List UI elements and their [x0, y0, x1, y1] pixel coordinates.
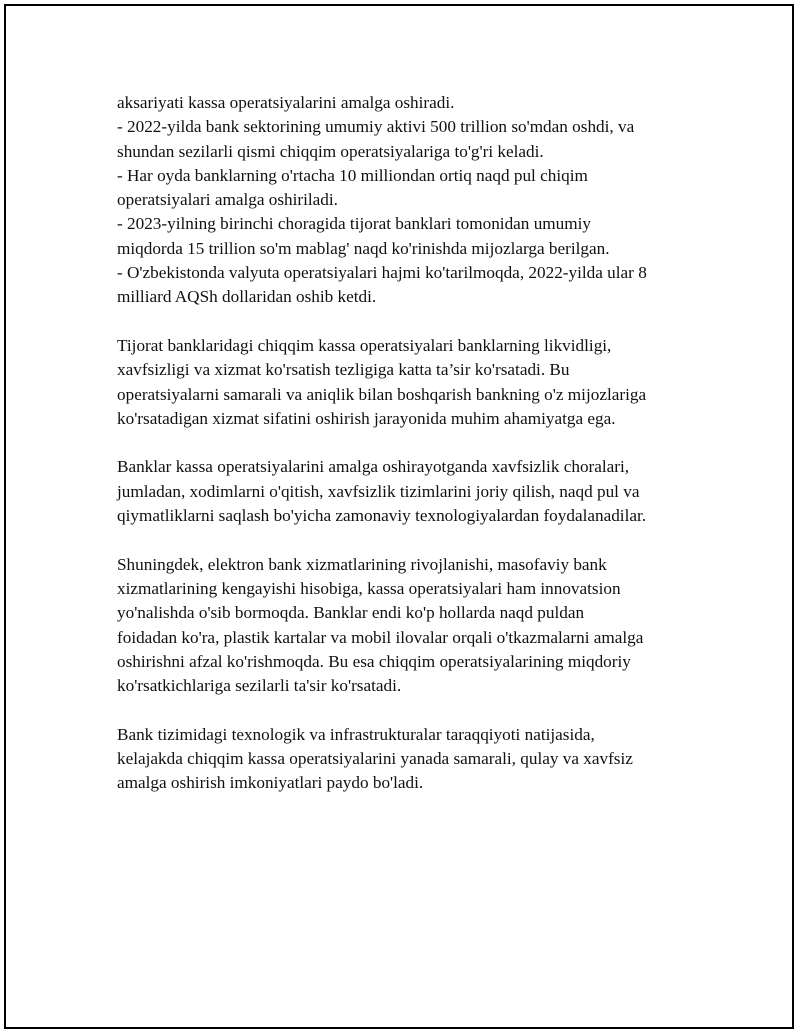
text-line: - 2023-yilning birinchi choragida tijorat banklari tomonidan umumiy [117, 214, 591, 234]
paragraph-liquidity [117, 334, 697, 431]
paragraph-future [117, 723, 697, 796]
text-line: operatsiyalari amalga oshiriladi. [117, 190, 338, 210]
text-line: miqdorda 15 trillion so'm mablag' naqd ko'rinishda mijozlarga berilgan. [117, 238, 610, 258]
text-line: - Har oyda banklarning o'rtacha 10 milliondan ortiq naqd pul chiqim [117, 165, 588, 185]
text-line: ko'rsatkichlariga sezilarli ta'sir ko'rsatadi. [117, 676, 402, 696]
text-line: - 2022-yilda bank sektorining umumiy aktivi 500 trillion so'mdan oshdi, va [117, 117, 635, 137]
text-line: kelajakda chiqqim kassa operatsiyalarini yanada samarali, qulay va xavfsiz [117, 749, 633, 769]
text-line: - O'zbekistonda valyuta operatsiyalari hajmi ko'tarilmoqda, 2022-yilda ular 8 [117, 263, 647, 283]
paragraph-electronic-banking [117, 553, 697, 699]
paragraph-security [117, 455, 697, 528]
text-line: Bank tizimidagi texnologik va infrastrukturalar taraqqiyoti natijasida, [117, 724, 595, 744]
text-line: foidadan ko'ra, plastik kartalar va mobil ilovalar orqali o'tkazmalarni amalga [117, 627, 644, 647]
text-line: oshirishni afzal ko'rishmoqda. Bu esa chiqqim operatsiyalarining miqdoriy [117, 651, 631, 671]
document-body [117, 91, 697, 820]
text-line: ko'rsatadigan xizmat sifatini oshirish jarayonida muhim ahamiyatga ega. [117, 408, 616, 428]
text-line: Shuningdek, elektron bank xizmatlarining rivojlanishi, masofaviy bank [117, 554, 607, 574]
text-line: xavfsizligi va xizmat ko'rsatish tezligiga katta ta’sir ko'rsatadi. Bu [117, 360, 570, 380]
text-line: milliard AQSh dollaridan oshib ketdi. [117, 287, 377, 307]
text-line: shundan sezilarli qismi chiqqim operatsiyalariga to'g'ri keladi. [117, 141, 544, 161]
text-line: jumladan, xodimlarni o'qitish, xavfsizlik tizimlarini joriy qilish, naqd pul va [117, 481, 640, 501]
text-line: aksariyati kassa operatsiyalarini amalga oshiradi. [117, 93, 455, 112]
text-line: Tijorat banklaridagi chiqqim kassa operatsiyalari banklarning likvidligi, [117, 335, 612, 355]
text-line: qiymatliklarni saqlash bo'yicha zamonaviy texnologiyalardan foydalanadilar. [117, 506, 647, 526]
text-line: operatsiyalarni samarali va aniqlik bilan boshqarish bankning o'z mijozlariga [117, 384, 647, 404]
text-line: yo'nalishda o'sib bormoqda. Banklar endi ko'p hollarda naqd puldan [117, 603, 585, 623]
paragraph-statistics [117, 91, 697, 310]
text-line: xizmatlarining kengayishi hisobiga, kassa operatsiyalari ham innovatsion [117, 578, 621, 598]
text-line: amalga oshirish imkoniyatlari paydo bo'ladi. [117, 773, 424, 793]
text-line: Banklar kassa operatsiyalarini amalga oshirayotganda xavfsizlik choralari, [117, 457, 630, 477]
